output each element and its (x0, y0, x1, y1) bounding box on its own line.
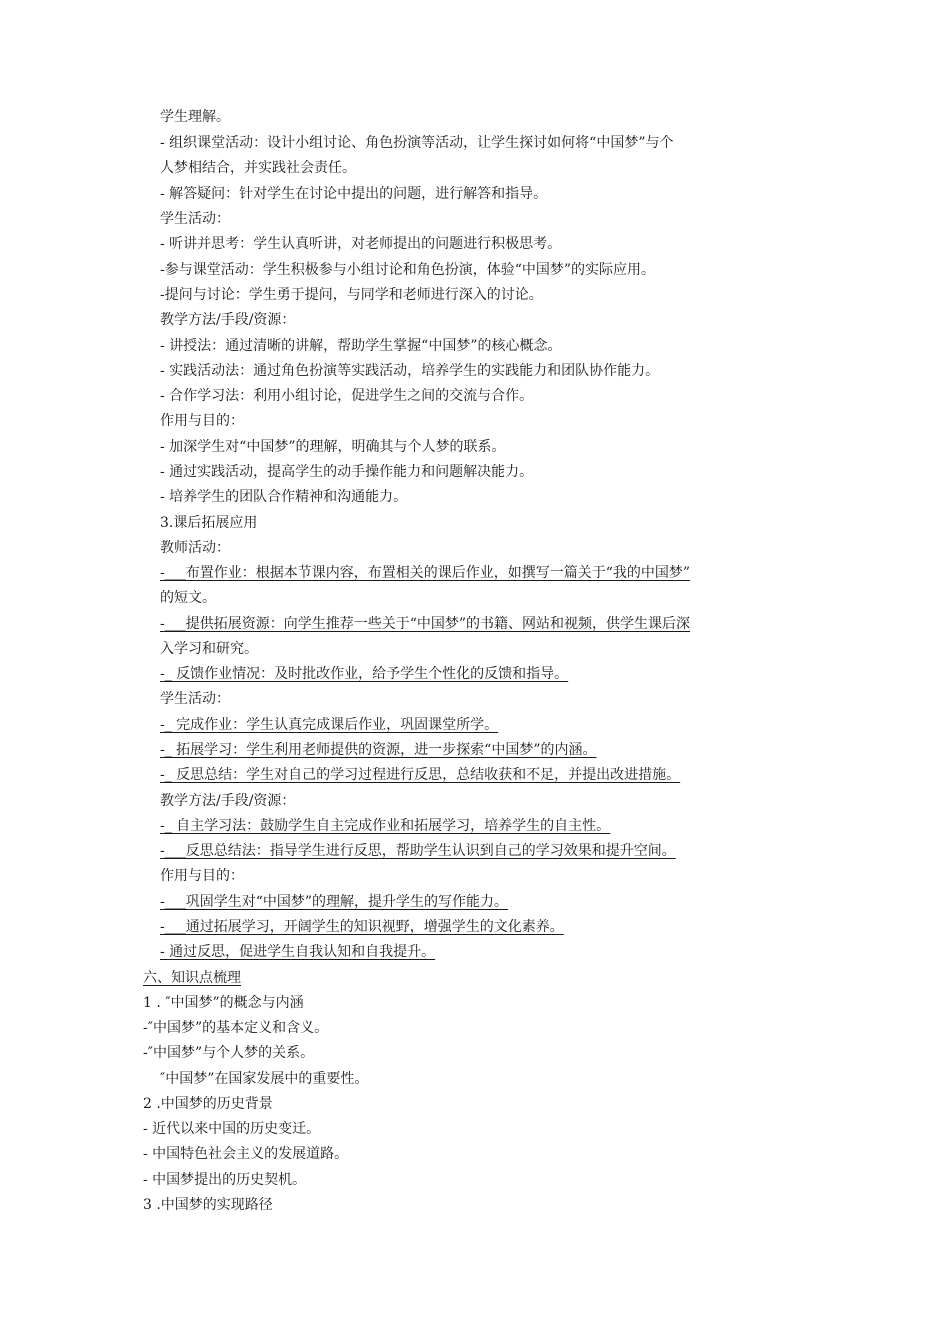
section-heading: 3.课后拓展应用 (160, 515, 258, 531)
text-line: -″中国梦”的基本定义和含义。 (143, 1020, 329, 1036)
text-line: 教师活动： (160, 540, 230, 556)
text-line: -参与课堂活动：学生积极参与小组讨论和角色扮演，体验“中国梦”的实际应用。 (160, 262, 656, 278)
text-line: - 通过实践活动，提高学生的动手操作能力和问题解决能力。 (160, 464, 534, 480)
text-line: 教学方法/手段/资源： (160, 312, 296, 328)
text-line: - 听讲并思考：学生认真听讲，对老师提出的问题进行积极思考。 (160, 236, 562, 252)
text-line: - 通过反思，促进学生自我认知和自我提升。 (160, 944, 436, 960)
text-line: -_ 拓展学习：学生利用老师提供的资源，进一步探索“中国梦”的内涵。 (160, 742, 597, 758)
text-line: - 合作学习法：利用小组讨论，促进学生之间的交流与合作。 (160, 388, 534, 404)
text-line: -___反思总结法：指导学生进行反思，帮助学生认识到自己的学习效果和提升空间。 (160, 843, 676, 859)
text-line: -___提供拓展资源：向学生推荐一些关于“中国梦”的书籍、网站和视频，供学生课后深 (160, 616, 691, 632)
text-line: - 近代以来中国的历史变迁。 (143, 1121, 321, 1137)
text-line: 3 .中国梦的实现路径 (143, 1197, 273, 1213)
text-line: -___巩固学生对“中国梦”的理解，提升学生的写作能力。 (160, 894, 509, 910)
text-line: 作用与目的： (160, 413, 244, 429)
text-line: -_ 反思总结：学生对自己的学习过程进行反思，总结收获和不足，并提出改进措施。 (160, 767, 681, 783)
text-line: -_ 自主学习法：鼓励学生自主完成作业和拓展学习，培养学生的自主性。 (160, 818, 611, 834)
text-line: 学生理解。 (160, 109, 230, 125)
text-line: 教学方法/手段/资源： (160, 793, 296, 809)
text-line: - 中国梦提出的历史契机。 (143, 1172, 307, 1188)
text-line: -_ 完成作业：学生认真完成课后作业，巩固课堂所学。 (160, 717, 499, 733)
text-line: 学生活动： (160, 211, 230, 227)
text-line: -___布置作业：根据本节课内容，布置相关的课后作业，如撰写一篇关于“我的中国梦” (160, 565, 691, 581)
text-line: -_ 反馈作业情况：及时批改作业，给予学生个性化的反馈和指导。 (160, 666, 569, 682)
text-line: 人梦相结合，并实践社会责任。 (160, 160, 356, 176)
text-line: -提问与讨论：学生勇于提问，与同学和老师进行深入的讨论。 (160, 287, 543, 303)
text-line: - 讲授法：通过清晰的讲解，帮助学生掌握“中国梦”的核心概念。 (160, 338, 562, 354)
section-heading: 六、知识点梳理 (143, 970, 241, 986)
text-line: 作用与目的： (160, 868, 244, 884)
text-line: - 中国特色社会主义的发展道路。 (143, 1146, 349, 1162)
text-line: 1 . ″中国梦”的概念与内涵 (143, 995, 304, 1011)
text-line: - 组织课堂活动：设计小组讨论、角色扮演等活动，让学生探讨如何将“中国梦”与个 (160, 135, 674, 151)
text-line: - 实践活动法：通过角色扮演等实践活动，培养学生的实践能力和团队协作能力。 (160, 363, 660, 379)
text-line: 学生活动： (160, 691, 230, 707)
text-line: 的短文。 (160, 590, 216, 606)
text-line: - 解答疑问：针对学生在讨论中提出的问题，进行解答和指导。 (160, 186, 548, 202)
text-line: ″中国梦”在国家发展中的重要性。 (160, 1071, 369, 1087)
text-line: -″中国梦”与个人梦的关系。 (143, 1045, 315, 1061)
text-line: - 培养学生的团队合作精神和沟通能力。 (160, 489, 408, 505)
text-line: -___通过拓展学习，开阔学生的知识视野，增强学生的文化素养。 (160, 919, 564, 935)
text-line: 2 .中国梦的历史背景 (143, 1096, 273, 1112)
text-line: 入学习和研究。 (160, 641, 258, 657)
text-line: - 加深学生对“中国梦”的理解，明确其与个人梦的联系。 (160, 439, 506, 455)
